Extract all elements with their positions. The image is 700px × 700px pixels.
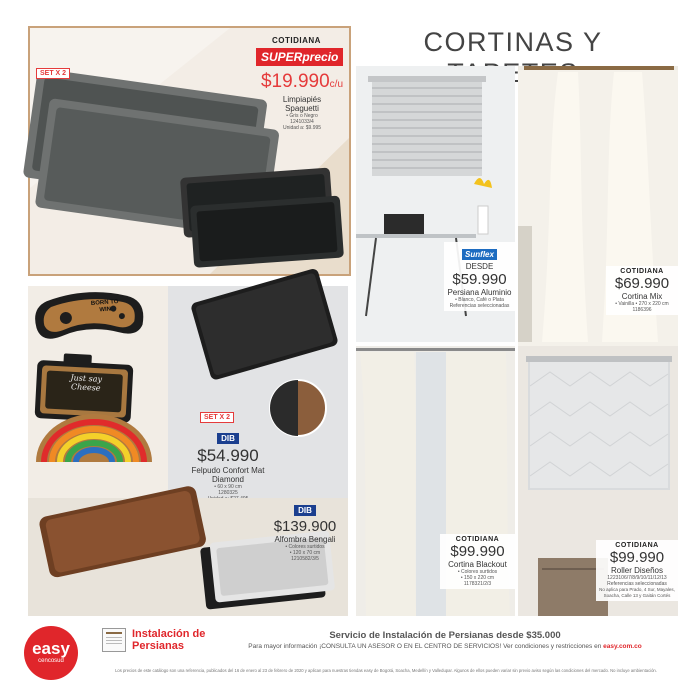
easy-logo-sub: cencosud	[38, 658, 64, 664]
product-detail: Soacha, Calle 13 y Gaitán Cortés	[603, 593, 671, 598]
confort-mat-panel	[168, 286, 348, 498]
product-name: Roller Diseños	[610, 566, 664, 575]
product-detail: • Colores surtidos	[457, 569, 498, 575]
price: $59.990	[452, 271, 507, 288]
product-detail: No aplica para Prado, 4 Sur, Mayales,	[599, 587, 675, 592]
mat-text: Just say Cheese	[70, 373, 103, 393]
price-unit: c/u	[329, 79, 344, 90]
dib-logo: DIB	[294, 505, 316, 516]
service-line-a: Para mayor información ¡CONSULTA UN ASESOR O EN EL CENTRO DE SERVICIOS!	[248, 643, 502, 650]
easy-logo-text: easy	[32, 639, 70, 658]
product-detail: • 60 x 90 cm	[214, 484, 242, 490]
price: $69.990	[614, 275, 670, 292]
service-line-b: Ver condiciones y restricciones en	[503, 643, 602, 650]
blackout-info	[440, 534, 515, 589]
cortina-mix-info	[606, 266, 678, 315]
footer	[0, 616, 700, 700]
service-title: Servicio de Instalación de Persianas desde $35.000	[329, 630, 561, 641]
price-prefix: DESDE	[465, 262, 494, 271]
set-tag: SET X 2	[200, 412, 234, 423]
product-detail: • Blanco, Café o Plata	[455, 297, 504, 303]
product-detail: 1280325	[218, 490, 238, 496]
product-name: Cortina Mix	[621, 292, 663, 301]
product-name: Persiana Aluminio	[447, 288, 512, 297]
product-name: Cortina Blackout	[448, 560, 507, 569]
install-title: Instalación de Persianas	[132, 628, 206, 652]
cortina-mix-panel	[518, 66, 678, 342]
persiana-info	[444, 242, 515, 311]
brand-logo: COTIDIANA	[272, 36, 321, 45]
product-detail: Referencias seleccionadas	[449, 303, 510, 309]
roller-info	[596, 540, 678, 601]
superprecio-badge: SUPERprecio	[256, 48, 343, 66]
product-detail: • Vainilla • 270 x 220 cm	[615, 301, 669, 307]
blinds-icon	[102, 628, 126, 652]
product-detail: • 120 x 70 cm	[289, 550, 321, 556]
mat-text: BORN TO WIN	[90, 299, 119, 314]
product-detail: 1210582/3/5	[291, 556, 319, 562]
dib-logo: DIB	[217, 433, 239, 444]
price: $19.990	[260, 71, 330, 92]
brand-logo: COTIDIANA	[455, 536, 500, 543]
brand-logo: COTIDIANA	[615, 542, 659, 549]
brand-logo: COTIDIANA	[620, 268, 664, 275]
product-detail: • Colores surtidos	[285, 544, 325, 550]
blackout-panel	[356, 346, 515, 616]
price: $99.990	[609, 549, 665, 566]
persiana-panel	[356, 66, 515, 342]
easy-logo	[24, 626, 78, 680]
service-info	[215, 630, 675, 650]
section-title: CORTINAS Y	[423, 27, 603, 57]
product-detail: 1241033/4	[290, 119, 314, 125]
price: $54.990	[197, 446, 259, 465]
spaguetti-info	[254, 72, 350, 131]
product-detail: 1223106/7/8/9/10/11/12/13	[607, 575, 667, 581]
product-name: Alfombra Bengali	[274, 535, 336, 544]
bengali-panel	[28, 498, 348, 616]
legal-text: Los precios de este catálogo son una referencia, publicados del 16 de enero al 23 de febrero de 2020 y aplican para nuestras tiendas easy de Bogotá, Soacha, Medellín y Valledupar. Algunos de ellos pueden variar sin previo aviso según las condiciones del mercado. No incluye ambientación.	[115, 668, 657, 673]
sunflex-logo: Sunflex	[462, 249, 497, 260]
product-detail: Unidad a: $9.995	[282, 125, 322, 131]
spaguetti-panel	[28, 26, 351, 276]
product-detail: • Gris o Negro	[286, 113, 318, 119]
roller-panel	[518, 346, 678, 616]
product-detail: • 150 x 220 cm	[460, 575, 495, 581]
bengali-info	[262, 500, 348, 562]
service-url[interactable]: easy.com.co	[603, 643, 642, 650]
product-name: Limpiapiés Spaguetti	[282, 95, 322, 113]
product-name: Felpudo Confort Mat Diamond	[191, 466, 265, 484]
product-detail: Referencias seleccionadas	[607, 581, 667, 587]
price: $139.900	[273, 518, 337, 535]
price: $99.990	[450, 543, 505, 560]
set-tag: SET X 2	[36, 68, 70, 79]
product-detail: 1178321/2/3	[463, 581, 492, 587]
product-detail: 1186396	[632, 307, 652, 313]
